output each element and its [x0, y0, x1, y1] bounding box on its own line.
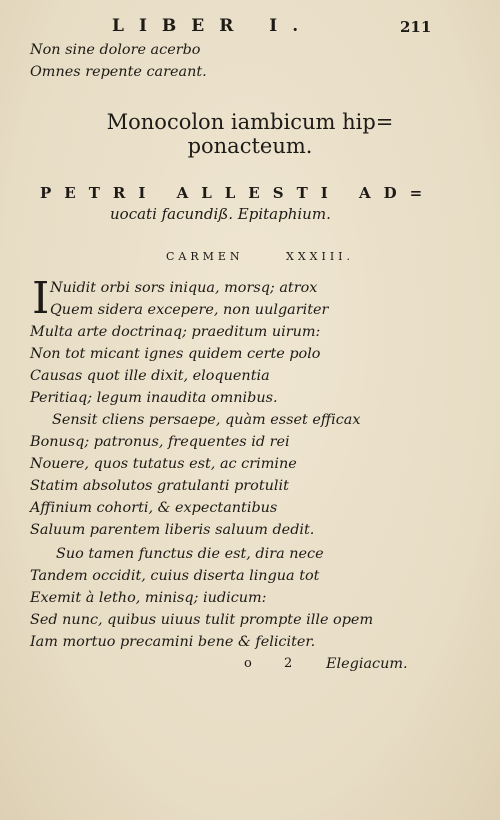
poem-title-line-2: ponacteum. — [187, 134, 313, 158]
dedication-line-1: PETRI ALLESTI AD= — [40, 184, 436, 202]
poem-title-line-1: Monocolon iambicum hip= — [106, 110, 394, 134]
verse-line: Quem sidera excepere, non uulgariter — [50, 302, 329, 318]
carmen-label: CARMEN — [166, 250, 244, 263]
verse-line: Nuidit orbi sors iniqua, morsq; atrox — [50, 280, 318, 296]
verse-line: Iam mortuo precamini bene & feliciter. — [30, 634, 316, 650]
verse-line: Affinium cohorti, & expectantibus — [30, 500, 278, 516]
verse-line: Causas quot ille dixit, eloquentia — [30, 368, 270, 384]
verse-line: Non sine dolore acerbo — [30, 42, 201, 58]
verse-line: Nouere, quos tutatus est, ac crimine — [30, 456, 297, 472]
catchword: Elegiacum. — [326, 656, 408, 672]
page-number: 211 — [400, 18, 432, 36]
verse-line: Multa arte doctrinaq; praeditum uirum: — [30, 324, 321, 340]
drop-cap: I — [32, 273, 50, 324]
verse-line: Exemit à letho, minisq; iudicum: — [30, 590, 267, 606]
verse-line: Sed nunc, quibus uiuus tulit prompte ille opem — [30, 612, 374, 628]
verse-line: Sensit cliens persaepe, quàm esset efficax — [52, 412, 361, 428]
verse-line: Saluum parentem liberis saluum dedit. — [30, 522, 315, 538]
dedication-line-2: uocati facundiß. Epitaphium. — [110, 205, 331, 223]
verse-line: Suo tamen functus die est, dira nece — [56, 546, 324, 562]
signature-mark: o 2 — [244, 656, 307, 671]
verse-line: Bonusq; patronus, frequentes id rei — [30, 434, 290, 450]
verse-line: Peritiaq; legum inaudita omnibus. — [30, 390, 278, 406]
verse-line: Omnes repente careant. — [30, 64, 207, 80]
verse-line: Non tot micant ignes quidem certe polo — [30, 346, 321, 362]
verse-line: Tandem occidit, cuius diserta lingua tot — [30, 568, 320, 584]
carmen-number: XXXIII. — [286, 250, 355, 263]
running-head: LIBER I. — [112, 16, 314, 36]
page-header — [0, 16, 500, 40]
verse-line: Statim absolutos gratulanti protulit — [30, 478, 289, 494]
